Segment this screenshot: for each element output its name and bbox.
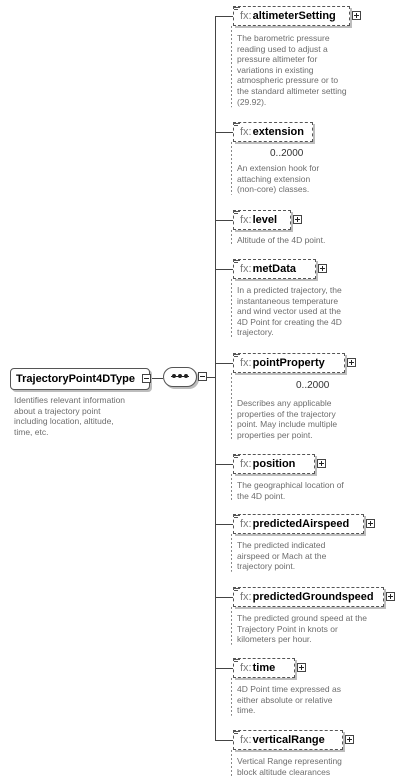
element-description [237, 235, 325, 246]
description-line: the standard altimeter setting [237, 85, 347, 96]
description-line: trajectory. [237, 327, 274, 338]
element-description [237, 163, 319, 195]
description-line: either absolute or relative [237, 694, 333, 705]
element-corner-icon [233, 353, 240, 360]
element-name: metData [252, 263, 297, 275]
element-description [237, 540, 326, 572]
root-type-box[interactable] [10, 368, 150, 390]
description-line: Altitude of the 4D point. [237, 235, 326, 245]
element-description [237, 480, 344, 501]
element-name: level [252, 214, 278, 226]
element-box-metData[interactable] [233, 259, 316, 279]
element-corner-icon [233, 6, 240, 13]
element-name: extension [252, 126, 304, 138]
element-name: predictedGroundspeed [252, 591, 374, 603]
description-line: properties of the trajectory [237, 408, 336, 419]
element-name: verticalRange [252, 734, 325, 746]
fx-prefix: fx: [240, 734, 252, 746]
description-line: kilometers per hour. [237, 634, 312, 645]
description-line: instantaneous temperature [237, 295, 339, 306]
fx-prefix: fx: [240, 591, 252, 603]
expand-icon[interactable] [347, 358, 356, 367]
description-line: atmospheric pressure or to [237, 75, 339, 86]
element-box-verticalRange[interactable] [233, 730, 343, 750]
element-description [237, 684, 341, 716]
fx-prefix: fx: [240, 10, 252, 22]
expand-icon[interactable] [318, 264, 327, 273]
element-box-time[interactable] [233, 658, 295, 678]
description-line: The barometric pressure [237, 33, 330, 43]
element-corner-icon [233, 210, 240, 217]
description-line: about a trajectory point [14, 405, 101, 416]
description-line: Identifies relevant information [14, 395, 126, 405]
description-line: time, etc. [14, 426, 49, 437]
description-line: The geographical location of [237, 480, 344, 490]
element-box-predictedGroundspeed[interactable] [233, 587, 384, 607]
element-name: position [252, 458, 296, 470]
expand-icon[interactable] [293, 215, 302, 224]
element-name: altimeterSetting [252, 10, 336, 22]
description-line: point. May include multiple [237, 419, 338, 430]
collapse-icon[interactable] [142, 374, 151, 383]
element-box-predictedAirspeed[interactable] [233, 514, 364, 534]
element-corner-icon [233, 454, 240, 461]
sequence-collapse-icon[interactable] [198, 372, 207, 381]
description-line: In a predicted trajectory, the [237, 285, 342, 295]
sequence-compositor-icon[interactable] [163, 367, 197, 387]
description-line: 4D Point time expressed as [237, 684, 341, 694]
element-box-extension[interactable] [233, 122, 313, 142]
expand-icon[interactable] [386, 592, 395, 601]
element-description [237, 756, 342, 777]
expand-icon[interactable] [352, 11, 361, 20]
fx-prefix: fx: [240, 214, 252, 226]
expand-icon[interactable] [366, 519, 375, 528]
element-name: predictedAirspeed [252, 518, 350, 530]
element-corner-icon [233, 514, 240, 521]
description-line: reading used to adjust a [237, 43, 328, 54]
element-box-pointProperty[interactable] [233, 353, 345, 373]
description-line: properties per point. [237, 429, 313, 440]
occurrence-label: 0..2000 [270, 148, 304, 159]
description-line: An extension hook for [237, 163, 320, 173]
expand-icon[interactable] [345, 735, 354, 744]
root-type-name: TrajectoryPoint4DType [16, 373, 135, 385]
fx-prefix: fx: [240, 662, 252, 674]
element-corner-icon [233, 259, 240, 266]
element-description [237, 398, 337, 440]
description-line: pressure altimeter for [237, 54, 318, 65]
occurrence-label: 0..2000 [296, 380, 330, 391]
root-type-description [14, 395, 125, 437]
description-line: Describes any applicable [237, 398, 332, 408]
description-line: Vertical Range representing [237, 756, 342, 766]
description-line: 4D Point for creating the 4D [237, 316, 342, 327]
element-corner-icon [233, 658, 240, 665]
element-box-altimeterSetting[interactable] [233, 6, 350, 26]
description-line: and wind vector used at the [237, 306, 341, 317]
element-box-position[interactable] [233, 454, 315, 474]
fx-prefix: fx: [240, 357, 252, 369]
description-line: trajectory point. [237, 561, 296, 572]
fx-prefix: fx: [240, 126, 252, 138]
fx-prefix: fx: [240, 518, 252, 530]
fx-prefix: fx: [240, 263, 252, 275]
description-line: The predicted ground speed at the [237, 613, 367, 623]
description-line: including location, altitude, [14, 416, 114, 427]
fx-prefix: fx: [240, 458, 252, 470]
element-name: pointProperty [252, 357, 325, 369]
description-line: attaching extension [237, 173, 311, 184]
element-corner-icon [233, 730, 240, 737]
expand-icon[interactable] [297, 663, 306, 672]
description-line: (non-core) classes. [237, 184, 310, 195]
element-corner-icon [233, 587, 240, 594]
description-line: airspeed or Mach at the [237, 550, 327, 561]
element-name: time [252, 662, 276, 674]
description-line: the 4D point. [237, 490, 286, 501]
element-description [237, 33, 347, 107]
description-line: block altitude clearances [237, 766, 331, 777]
element-box-level[interactable] [233, 210, 291, 230]
element-corner-icon [233, 122, 240, 129]
element-description [237, 613, 367, 645]
description-line: time. [237, 705, 256, 716]
expand-icon[interactable] [317, 459, 326, 468]
description-line: variations in existing [237, 64, 314, 75]
description-line: The predicted indicated [237, 540, 326, 550]
element-description [237, 285, 342, 338]
description-line: Trajectory Point in knots or [237, 623, 338, 634]
description-line: (29.92). [237, 96, 267, 107]
